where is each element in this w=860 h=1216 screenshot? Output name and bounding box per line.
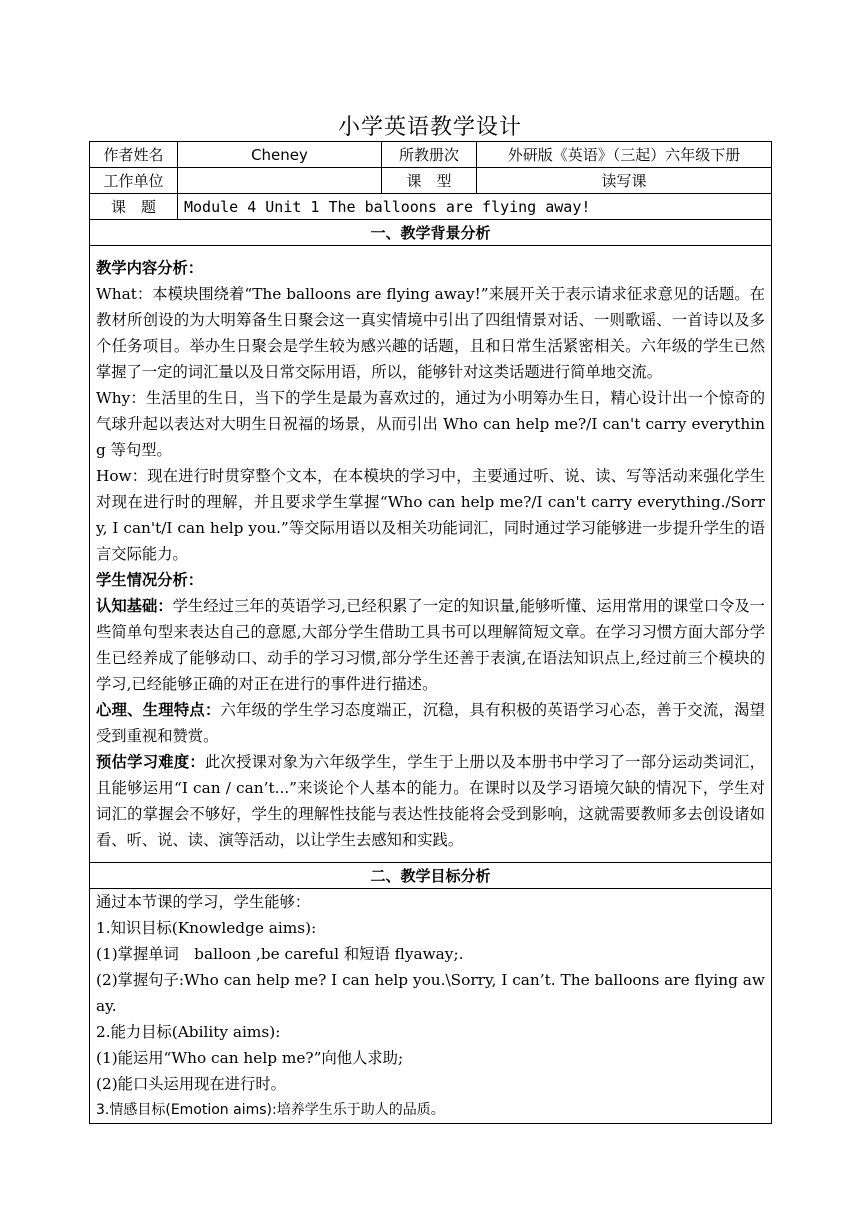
ability-aims-heading: 2.能力目标(Ability aims): (96, 1023, 281, 1041)
why-paragraph: Why：生活里的生日，当下的学生是最为喜欢过的，通过为小明筹办生日，精心设计出一个惊奇的气球升起以表达对大明生日祝福的场景，从而引出 Who can help me?/I can't carry everything 等句型。 (96, 389, 765, 459)
lesson-plan-table (89, 141, 772, 1124)
book-label: 所教册次 (382, 142, 477, 168)
author-label: 作者姓名 (90, 142, 178, 168)
page-title: 小学英语教学设计 (337, 115, 522, 140)
section2-content (96, 889, 765, 1123)
what-paragraph: What：本模块围绕着“The balloons are flying away!”来展开关于表示请求征求意见的话题。在教材所创设的为大明筹备生日聚会这一真实情境中引出了四组情景对话、一则歌谣、一首诗以及多个任务项目。举办生日聚会是学生较为感兴趣的话题，且和日常生活紧密相关。六年级的学生已然掌握了一定的词汇量以及日常交际用语，所以，能够针对这类话题进行简单地交流。 (96, 285, 765, 381)
ability-aim-2: (2)能口头运用现在进行时。 (96, 1075, 286, 1093)
book-value: 外研版《英语》（三起）六年级下册 (477, 142, 772, 168)
cognitive-paragraph (96, 593, 765, 697)
section2-body-row (90, 889, 772, 1124)
emotion-aims: 3.情感目标(Emotion aims):培养学生乐于助人的品质。 (96, 1102, 445, 1118)
knowledge-aim-1: (1)掌握单词 balloon ,be careful 和短语 flyaway;. (96, 945, 464, 963)
header-row-author (90, 142, 772, 168)
type-label: 课 型 (382, 168, 477, 194)
difficulty-label: 预估学习难度： (96, 753, 205, 771)
topic-label: 课 题 (90, 194, 178, 220)
psychology-label: 心理、生理特点： (96, 701, 221, 719)
psychology-text: 六年级的学生学习态度端正，沉稳，具有积极的英语学习心态，善于交流，渴望受到重视和赞赏。 (96, 701, 765, 745)
header-row-unit (90, 168, 772, 194)
difficulty-text: 此次授课对象为六年级学生，学生于上册以及本册书中学习了一部分运动类词汇，且能够运用“I can / can’t...”来谈论个人基本的能力。在课时以及学习语境欠缺的情况下，学生对词汇的掌握会不够好，学生的理解性技能与表达性技能将会受到影响，这就需要教师多去创设诸如看、听、说、读、演等活动，以让学生去感知和实践。 (96, 753, 765, 849)
section2-heading-row (90, 863, 772, 889)
knowledge-aims-heading: 1.知识目标(Knowledge aims): (96, 919, 317, 937)
section1-heading: 一、教学背景分析 (90, 220, 772, 246)
type-value: 读写课 (477, 168, 772, 194)
how-paragraph: How：现在进行时贯穿整个文本，在本模块的学习中，主要通过听、说、读、写等活动来强化学生对现在进行时的理解，并且要求学生掌握“Who can help me?/I can't carry everything./Sorry, I can't/I can help you.”等交际用语以及相关功能词汇，同时通过学习能够进一步提升学生的语言交际能力。 (96, 467, 765, 563)
cognitive-text: 学生经过三年的英语学习,已经积累了一定的知识量,能够听懂、运用常用的课堂口令及一些简单句型来表达自己的意愿,大部分学生借助工具书可以理解简短文章。在学习习惯方面大部分学生已经养成了能够动口、动手的学习习惯,部分学生还善于表演,在语法知识点上,经过前三个模块的学习,已经能够正确的对正在进行的事件进行描述。 (96, 597, 765, 693)
ability-aim-1: (1)能运用“Who can help me?”向他人求助; (96, 1049, 404, 1067)
cognitive-label: 认知基础： (96, 597, 173, 615)
section1-body-row (90, 246, 772, 863)
author-value: Cheney (178, 142, 382, 168)
objectives-intro: 通过本节课的学习，学生能够： (96, 893, 311, 911)
student-analysis-title: 学生情况分析： (96, 571, 204, 589)
topic-value: Module 4 Unit 1 The balloons are flying away! (178, 194, 772, 220)
unit-value (178, 168, 382, 194)
knowledge-aim-2: (2)掌握句子:Who can help me? I can help you.\Sorry, I can’t. The balloons are flying away. (96, 971, 765, 1015)
section1-content (96, 255, 765, 853)
section1-heading-row (90, 220, 772, 246)
unit-label: 工作单位 (90, 168, 178, 194)
difficulty-paragraph (96, 749, 765, 853)
header-row-topic (90, 194, 772, 220)
section2-heading: 二、教学目标分析 (90, 863, 772, 889)
psychology-paragraph (96, 697, 765, 749)
content-analysis-title: 教学内容分析： (96, 259, 204, 277)
